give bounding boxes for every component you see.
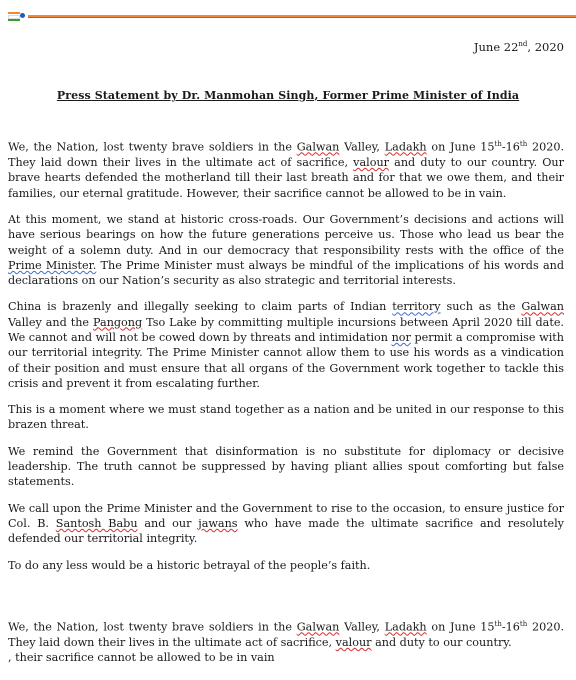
paragraph-repeat: We, the Nation, lost twenty brave soldiers in the Galwan Valley, Ladakh on June 15th-16th 2020. They laid down their lives in the ultimate act of sacrifice, valour and duty to our country. , their sacrifice cannot be allowed to be in vain	[8, 620, 564, 665]
chakra-dot	[20, 13, 25, 18]
letterhead	[0, 0, 576, 22]
paragraph-5: We remind the Government that disinformation is no substitute for diplomacy or decisive leadership. The truth cannot be suppressed by having pliant allies spout comforting but false statements.	[8, 444, 564, 489]
letterhead-rule-green	[28, 17, 576, 18]
paragraph-2: At this moment, we stand at historic cross-roads. Our Government’s decisions and actions will have serious bearings on how the future generations perceive us. Those who lead us bear the weight of a solemn duty. And in our democracy that responsibility rests with the office of the Prime Minister. The Prime Minister must always be mindful of the implications of his words and declarations on our Nation’s security as also strategic and territorial interests.	[8, 212, 564, 288]
paragraph-3: China is brazenly and illegally seeking to claim parts of Indian territory such as the Galwan Valley and the Pangong Tso Lake by committing multiple incursions between April 2020 till date. We cannot and will not be cowed down by threats and intimidation nor permit a compromise with our territorial integrity. The Prime Minister cannot allow them to use his words as a vindication of their position and must ensure that all organs of the Government work together to tackle this crisis and prevent it from escalating further.	[8, 300, 565, 390]
paragraph-7: To do any less would be a historic betrayal of the people’s faith.	[8, 558, 371, 572]
statement-date: June 22nd, 2020	[473, 40, 564, 54]
tricolor-flag-icon	[8, 12, 20, 19]
paragraph-6: We call upon the Prime Minister and the Government to rise to the occasion, to ensure justice for Col. B. Santosh Babu and our jawans who have made the ultimate sacrifice and resolutely defended our territorial integrity.	[8, 501, 565, 546]
press-statement-title: Press Statement by Dr. Manmohan Singh, Former Prime Minister of India	[56, 89, 520, 102]
paragraph-1: We, the Nation, lost twenty brave soldiers in the Galwan Valley, Ladakh on June 15th-16th 2020. They laid down their lives in the ultimate act of sacrifice, valour and duty to our country. Our brave hearts defended the motherland till their last breath and for that we owe them, and their families, our eternal gratitude. However, their sacrifice cannot be allowed to be in vain.	[8, 140, 564, 200]
paragraph-4: This is a moment where we must stand together as a nation and be united in our response to this brazen threat.	[8, 403, 564, 432]
statement-body	[8, 137, 564, 584]
repeated-paragraph	[8, 617, 564, 666]
